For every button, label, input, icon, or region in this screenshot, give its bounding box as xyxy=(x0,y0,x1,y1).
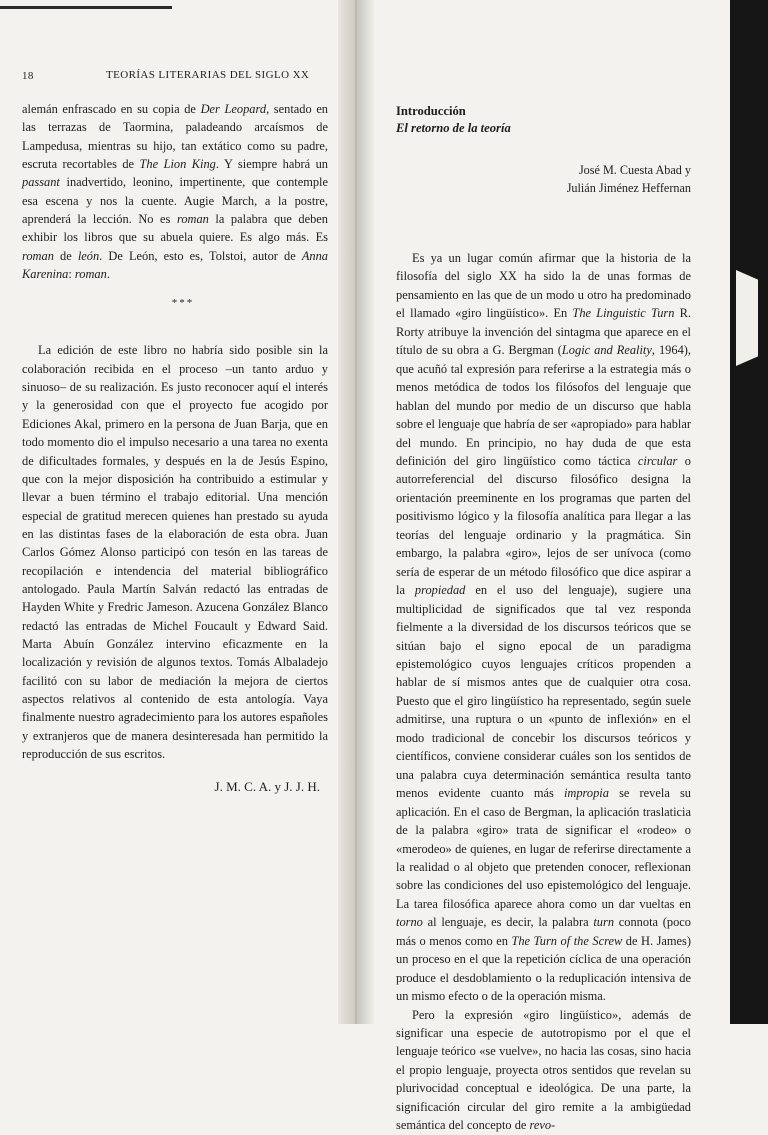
text-run: , 1964), que acuñó tal expresión para referirse a la estrategia más o menos metódica de todos los filósofos del lenguaje que hablan del mundo por medio de un discurso que habla sobre el lenguaje que habría de ser «apropiado» para hablar del mundo. En principio, no hay duda de que esta definición del giro lingüístico como táctica xyxy=(396,343,691,468)
italic-text: Logic and Reality xyxy=(561,343,652,358)
italic-text: torno xyxy=(396,915,423,930)
left-page xyxy=(22,68,328,795)
right-body xyxy=(396,249,691,1135)
text-run: al lenguaje, es decir, la palabra xyxy=(422,915,594,930)
text-run: en el uso del lenguaje), sugiere una multiplicidad de significados que tal vez responda fielmente a la diversidad de los discursos teóricos que se sitúan bajo el signo epocal de un paradigma epistemológico cuyos lenguajes críticos propenden a hablar de sí mismos antes que de cualquier otra cosa. Puesto que el giro lingüístico ha representado, según suele admitirse, una ruptura o un «punto de inflexión» en el modo tradicional de concebir los discursos teóricos y científicos, conviene considerar cuáles son los sentidos de una palabra cuya determinación semántica resulta tanto menos evidente cuanto más xyxy=(396,583,691,801)
italic-text: The Turn of the Screw xyxy=(511,933,623,948)
italic-text: león xyxy=(77,248,100,263)
italic-text: Der Leopard xyxy=(200,102,267,116)
acknowledgements-paragraph: La edición de este libro no habría sido posible sin la colaboración recibida en el proceso –un tanto arduo y sinuoso– de su realización. Es justo reconocer aquí el interés y la generosidad con que el proyecto fue acogido por Ediciones Akal, primero en la persona de Juan Barja, que en todo momento dio el impulso necesario a una tarea no exenta de dificultades formales, y después en la de Jesús Espino, que con la mejor disposición ha contribuido a estimular y llevar a buen término el trabajo editorial. Una mención especial de gratitud merecen quienes han prestado su ayuda en las distintas fases de la elaboración de esta obra. Juan Carlos Gómez Alonso participó con tesón en las tareas de recopilación e intendencia del material bibliográfico antologado. Paula Martín Salván redactó las entradas de Hayden White y Fredric Jameson. Azucena González Blanco redactó las entradas de Michel Foucault y Edward Said. Marta Abuín González intervino eficazmente en la localización y revisión de algunos textos. Tomás Albaladejo facilitó con su labor de mediación la mejora de ciertos aspectos relativos al contenido de esta antología. Vaya finalmente nuestro agradecimiento para los autores españoles y extranjeros que de manera desinteresada han permitido la reproducción de sus escritos. xyxy=(22,343,328,761)
text-run: R. Rorty atribuye la invención del sintagma que aparece en el título de su obra a G. Bergman ( xyxy=(396,306,691,358)
right-paragraph-1 xyxy=(396,249,691,1006)
italic-text: turn xyxy=(593,915,615,930)
italic-text: roman xyxy=(176,212,209,227)
text-run: de xyxy=(53,248,78,263)
gutter-fold xyxy=(355,0,357,1024)
italic-text: impropia xyxy=(563,786,609,801)
text-run: o autorreferencial del discurso filosófico designa la orientación preeminente en los programas que parten del positivismo lógico y la filosofía analítica para llegar a las teorías del lenguaje ordinario y la pragmática. Sin embargo, la palabra «giro», lejos de ser unívoca (como sería de esperar de un método filosófico que dice aspirar a la xyxy=(396,453,691,598)
text-run: de H. James) un proceso en el que la repetición cíclica de una operación produce el desdoblamiento o la reduplicación intensiva de un mismo efecto o de la operación misma. xyxy=(396,933,691,1004)
right-page xyxy=(396,103,691,1135)
chapter-subheading: El retorno de la teoría xyxy=(396,121,511,135)
italic-text: propiedad xyxy=(414,583,466,598)
text-run: , sentado en las terrazas de Taormina, paladeando arcaísmos de Lampedusa, mientras su hijo, tan extático como su padre, escruta recortables de xyxy=(22,102,329,172)
right-paragraph-2 xyxy=(396,1006,691,1135)
italic-text: passant xyxy=(22,175,60,190)
text-run: alemán enfrascado en su copia de xyxy=(22,102,201,116)
left-paragraph-1 xyxy=(22,100,328,283)
italic-text: The Lion King xyxy=(139,157,216,172)
text-run: . De León, esto es, Tolstoi, autor de xyxy=(99,248,302,263)
italic-text: The Linguistic Turn xyxy=(572,306,675,321)
text-run: la palabra que deben exhibir los libros que su abuela quiere. Es algo más. Es xyxy=(22,212,328,245)
chapter-heading: Introducción xyxy=(396,104,466,118)
scan-dark-edge xyxy=(730,0,768,1024)
text-run: : xyxy=(68,267,75,282)
running-header xyxy=(22,68,328,88)
text-run: se revela su aplicación. En el caso de Bergman, la aplicación traslaticia de la palabra «giro» trata de significar el «rodeo» o «merodeo» de quienes, en lugar de referirse directamente a la realidad o al objeto que pretenden conocer, reflexionan sobre las condiciones del uso epistemológico del lenguaje. La tarea filosófica aparece ahora como un dar vueltas en xyxy=(396,786,691,911)
italic-text: circular xyxy=(637,453,678,468)
italic-text: roman xyxy=(22,248,54,263)
page-tab xyxy=(736,270,758,366)
page-number: 18 xyxy=(22,70,34,82)
author-line-1: José M. Cuesta Abad y xyxy=(578,163,691,177)
italic-text: roman xyxy=(74,267,107,282)
text-run: inadvertido, leonino, impertinente, que contemple esa escena y nos la cuente. Augie March, a la postre, aprenderá la lección. No es xyxy=(22,175,328,227)
author-line-2: Julián Jiménez Heffernan xyxy=(566,181,691,195)
running-title: TEORÍAS LITERARIAS DEL SIGLO XX xyxy=(106,69,310,81)
text-run: Es ya un lugar común afirmar que la historia de la filosofía del siglo XX ha sido la de unas formas de pensamiento en las que de un modo u otro ha predominado el llamado «giro lingüístico». En xyxy=(396,251,691,321)
signature: J. M. C. A. y J. J. H. xyxy=(214,779,320,795)
authors xyxy=(396,161,691,197)
italic-text: Anna Karenina xyxy=(22,248,328,282)
text-run: . Y siempre habrá un xyxy=(215,157,328,172)
italic-text: revo- xyxy=(529,1118,556,1133)
text-run: connota (poco más o menos como en xyxy=(396,915,691,948)
top-rule xyxy=(0,6,172,9)
text-run: Pero la expresión «giro lingüístico», además de significar una especie de autotropismo por el que el lenguaje teórico «se vuelve», no hacia las cosas, sino hacia el propio lenguaje, proyecta otros sentidos que revelan su plurivocidad conceptual e ideológica. De una parte, la significación circular del giro remite a la ambigüedad semántica del concepto de xyxy=(396,1007,691,1133)
text-run: . xyxy=(106,267,110,282)
section-separator: *** xyxy=(171,297,195,310)
